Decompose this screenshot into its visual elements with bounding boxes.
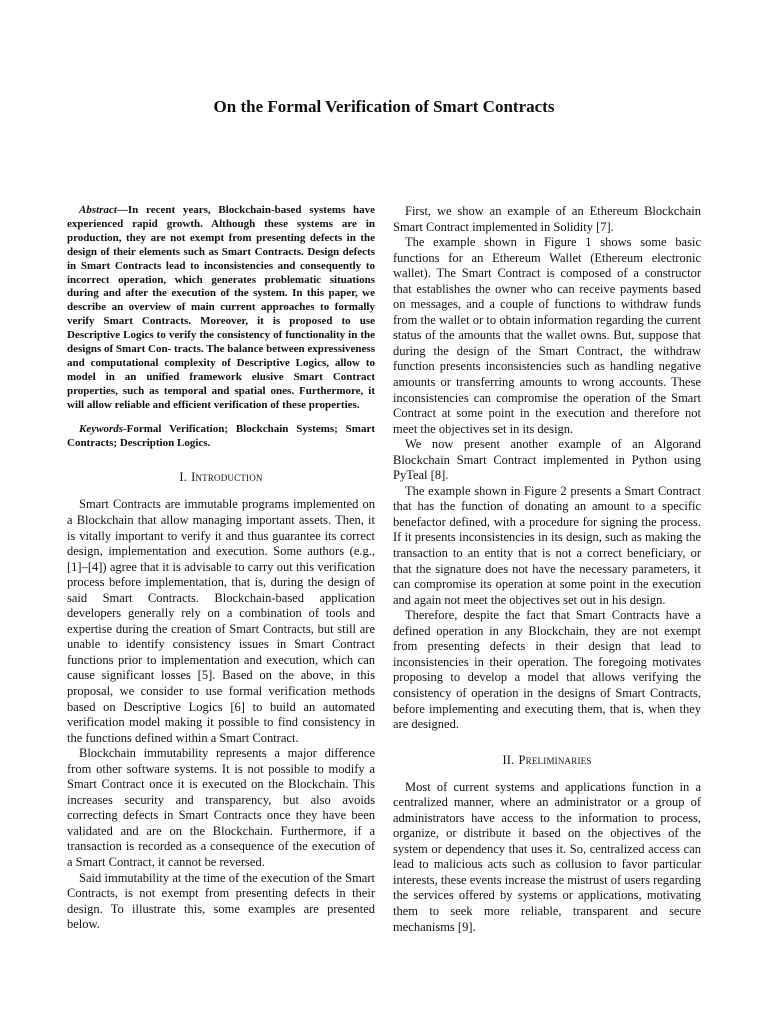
abstract-label: Abstract [79,204,117,216]
section-title: Introduction [191,470,263,485]
paragraph: Smart Contracts are immutable programs implemented on a Blockchain that allow managing important assets. Then, it is vitally important to verify it and thus guarantee its correct design, implementation and execution. Some authors (e.g., [1]–[4]) agree that it is advisable to carry out this verification process before implementation, that is, during the design of said Smart Contracts. Blockchain-based application developers generally rely on a combination of tools and expertise during the creation of Smart Contracts, but still are unable to identify consistency issues in Smart Contract functions prior to implementation and execution, which can cause significant losses [5]. Based on the above, in this proposal, we consider to use formal verification methods based on Descriptive Logics [6] to build an automated verification model making it possible to find consistency in the functions defined within a Smart Contract. [67,497,375,745]
abstract-text: —In recent years, Blockchain-based systems have experienced rapid growth. Although these systems are in production, they are not exempt from presenting defects in the design of their elements such as Smart Contracts. Design defects in Smart Contracts lead to inconsistencies and consequently to incorrect operation, which generates problematic situations during and after the execution of the system. In this paper, we describe an overview of main current approaches to formally verify Smart Contracts. Moreover, it is proposed to use Descriptive Logics to verify the consistency of functionality in the designs of Smart Con- tracts. The balance between expressiveness and computational complexity of Descriptive Logics, allow to model in an unified framework elusive Smart Contract properties, such as temporal and spatial ones. Furthermore, it will allow reliable and efficient verification of these properties. [67,204,375,411]
paragraph: Therefore, despite the fact that Smart Contracts have a defined operation in any Blockchain, they are not exempt from presenting defects in their design that lead to inconsistencies in their operation. The foregoing motivates proposing to develop a model that allows verifying the consistency of operation in the designs of Smart Contracts, before implementing and executing them, that is, when they are designed. [393,608,701,732]
paragraph: The example shown in Figure 2 presents a Smart Contract that has the function of donating an amount to a specific benefactor defined, with a procedure for signing the process. If it presents inconsistencies in its design, such as making the transaction to an entity that is not a correct beneficiary, or that the signature does not have the necessary parameters, it can compromise its operation at some point in the execution and again not meet the objectives set out in his design. [393,483,701,607]
keywords [67,423,375,451]
section-number: I. [179,470,188,485]
section-heading-preliminaries [393,753,701,768]
paragraph: The example shown in Figure 1 shows some basic functions for an Ethereum Wallet (Ethereum electronic wallet). The Smart Contract is composed of a constructor that establishes the owner who can receive payments based on messages, and a couple of functions to withdraw funds from the wallet or to obtain information regarding the current status of the amounts that the wallet owns. But, suppose that during the design of the Smart Contract, the withdraw function presents inconsistencies such as handling negative amounts or transferring amounts to wrong accounts. These inconsistencies can compromise the operation of the Smart Contract at some point in the execution and therefore not meet the objectives set in its design. [393,235,701,436]
paragraph: Said immutability at the time of the execution of the Smart Contracts, is not exempt from presenting defects in their design. To illustrate this, some examples are presented below. [67,870,375,932]
right-column [393,204,701,935]
section-number: II. [502,752,515,767]
section-title: Preliminaries [518,752,592,767]
keywords-text: -Formal Verification; Blockchain Systems; Smart Contracts; Description Logics. [67,422,375,449]
keywords-label: Keywords [79,422,123,435]
section-heading-introduction [67,470,375,485]
paragraph: First, we show an example of an Ethereum Blockchain Smart Contract implemented in Solidity [7]. [393,204,701,234]
paper-title: On the Formal Verification of Smart Contracts [213,97,555,116]
paragraph: Most of current systems and applications function in a centralized manner, where an administrator or a group of administrators have access to the information to process, organize, or distribute it based on the objectives of the system or dependency that uses it. So, centralized access can lead to malicious acts such as collusion to favor particular interests, these events increase the mistrust of users regarding the services offered by systems or applications, motivating them to seek more reliable, transparent and secure mechanisms [9]. [393,779,701,934]
paragraph: Blockchain immutability represents a major difference from other software systems. It is not possible to modify a Smart Contract once it is executed on the Blockchain. This increases security and transparency, but also avoids correcting defects in Smart Contracts once they have been validated and are on the Blockchain. Furthermore, if a transaction is recorded as a consequence of the execution of a Smart Contract, it cannot be reversed. [67,746,375,869]
left-column [67,204,375,933]
paragraph: We now present another example of an Algorand Blockchain Smart Contract implemented in Python using PyTeal [8]. [393,437,701,483]
abstract [67,204,375,413]
